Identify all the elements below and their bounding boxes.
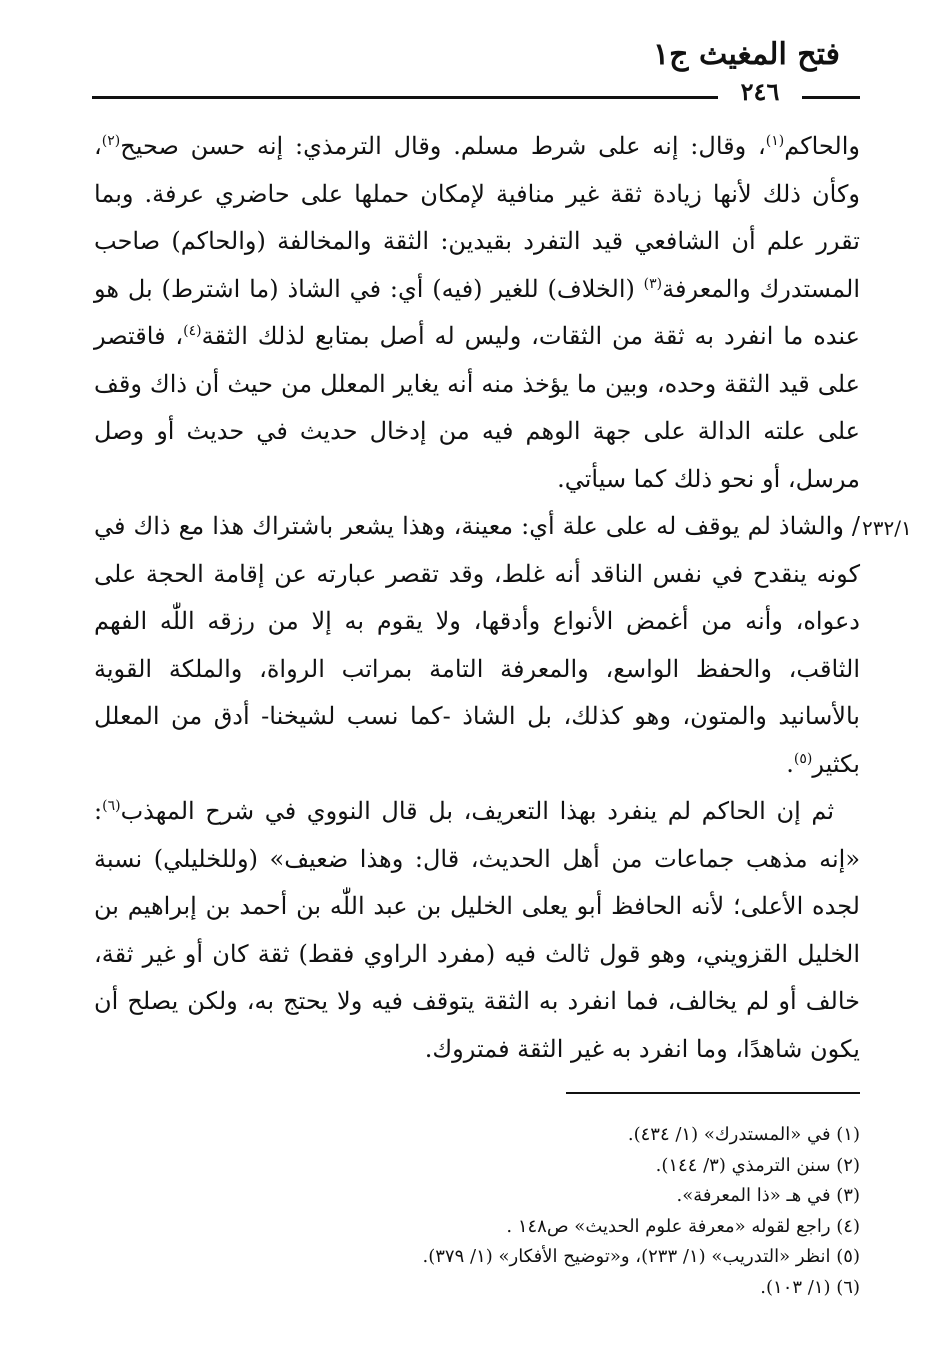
body-paragraph bbox=[94, 788, 860, 1073]
footnote-marker: (٦) bbox=[102, 798, 121, 814]
paragraph-text: ثم إن الحاكم لم ينفرد بهذا التعريف، بل قال النووي في شرح المهذب bbox=[120, 797, 834, 825]
paragraph-text: ، فاقتصر على قيد الثقة وحده، وبين ما يؤخذ منه أنه يغاير المعلل من حيث أن ذاك وقف على علته الدالة على جهة الوهم فيه من إدخال حديث في حديث أو وصل مرسل، أو نحو ذلك كما سيأتي. bbox=[94, 322, 860, 493]
footnote-item: (٢) سنن الترمذي (٣/ ١٤٤). bbox=[655, 1154, 860, 1176]
footnote-marker: (٣) bbox=[643, 275, 663, 292]
body-paragraph bbox=[94, 123, 860, 503]
page-number: ٢٤٦ bbox=[740, 77, 780, 106]
footnote-item: (٣) في هـ «ذا المعرفة». bbox=[676, 1185, 860, 1206]
footnote-item: (٦) (١/ ١٠٣). bbox=[760, 1276, 860, 1298]
footnote-marker: (٢) bbox=[101, 133, 121, 149]
margin-reference: ٢٣٢/١ bbox=[862, 516, 912, 540]
paragraph-text: / والشاذ لم يوقف له على علة أي: معينة، وهذا يشعر باشتراك هذا مع ذاك في كونه ينقدح في نفس الناقد أنه غلط، وقد تقصر عبارته عن إقامة الحجة على دعواه، وأنه من أغمض الأنواع وأدقها، ولا يقوم به إلا من رزقه اللّٰه الفهم الثاقب، والحفظ الواسع، والمعرفة التامة بمراتب الرواة، والملكة القوية بالأسانيد والمتون، وهو كذلك، بل الشاذ -كما نسب لشيخنا- أدق من المعلل بكثير bbox=[94, 512, 860, 778]
footnote-item: (١) في «المستدرك» (١/ ٤٣٤). bbox=[627, 1124, 860, 1145]
footnote-marker: (٥) bbox=[793, 750, 813, 767]
paragraph-text: . bbox=[786, 749, 794, 778]
paragraph-text: (الخلاف) للغير (فيه) أي: في الشاذ (ما اشترط) بل هو عنده ما انفرد به ثقة من الثقات، وليس له أصل بمتابع لذلك الثقة bbox=[94, 274, 860, 350]
paragraph-text: ، وقال: إنه على شرط مسلم. وقال الترمذي: إنه حسن صحيح bbox=[120, 132, 766, 160]
paragraph-text: : «إنه مذهب جماعات من أهل الحديث، قال: وهذا ضعيف» (وللخليلي) نسبة لجده الأعلى؛ لأنه الحافظ أبو يعلى الخليل بن عبد اللّٰه بن أحمد بن إبراهيم بن الخليل القزويني، وهو قول ثالث فيه (مفرد الراوي فقط) ثقة كان أو غير ثقة، خالف أو لم يخالف، فما انفرد به الثقة يتوقف فيه ولا يحتج به، ولكن يصلح أن يكون شاهدًا، وما انفرد به غير الثقة فمتروك. bbox=[94, 797, 860, 1063]
footnote-item: (٥) انظر «التدريب» (١/ ٢٣٣)، و«توضيح الأفكار» (١/ ٣٧٩). bbox=[422, 1246, 860, 1267]
paragraph-text: والحاكم bbox=[784, 132, 860, 160]
main-body-text bbox=[94, 123, 860, 1073]
header-rule-right bbox=[802, 96, 860, 99]
footnote-item: (٤) راجع لقوله «معرفة علوم الحديث» ص١٤٨ . bbox=[506, 1215, 860, 1237]
footnotes-list bbox=[300, 1120, 860, 1303]
header-rule-left bbox=[92, 96, 718, 99]
footnote-marker: (٤) bbox=[183, 323, 202, 339]
footnote-marker: (١) bbox=[765, 133, 785, 149]
body-paragraph bbox=[94, 503, 860, 788]
footnote-separator bbox=[566, 1092, 860, 1094]
running-header-title: فتح المغيث ج١ bbox=[653, 37, 840, 72]
paragraph-text: ، وكأن ذلك لأنها زيادة ثقة غير منافية لإمكان حملها على حاضري عرفة. وبما تقرر علم أن الشافعي قيد التفرد بقيدين: الثقة والمخالفة (والحاكم) صاحب المستدرك والمعرفة bbox=[94, 132, 861, 303]
